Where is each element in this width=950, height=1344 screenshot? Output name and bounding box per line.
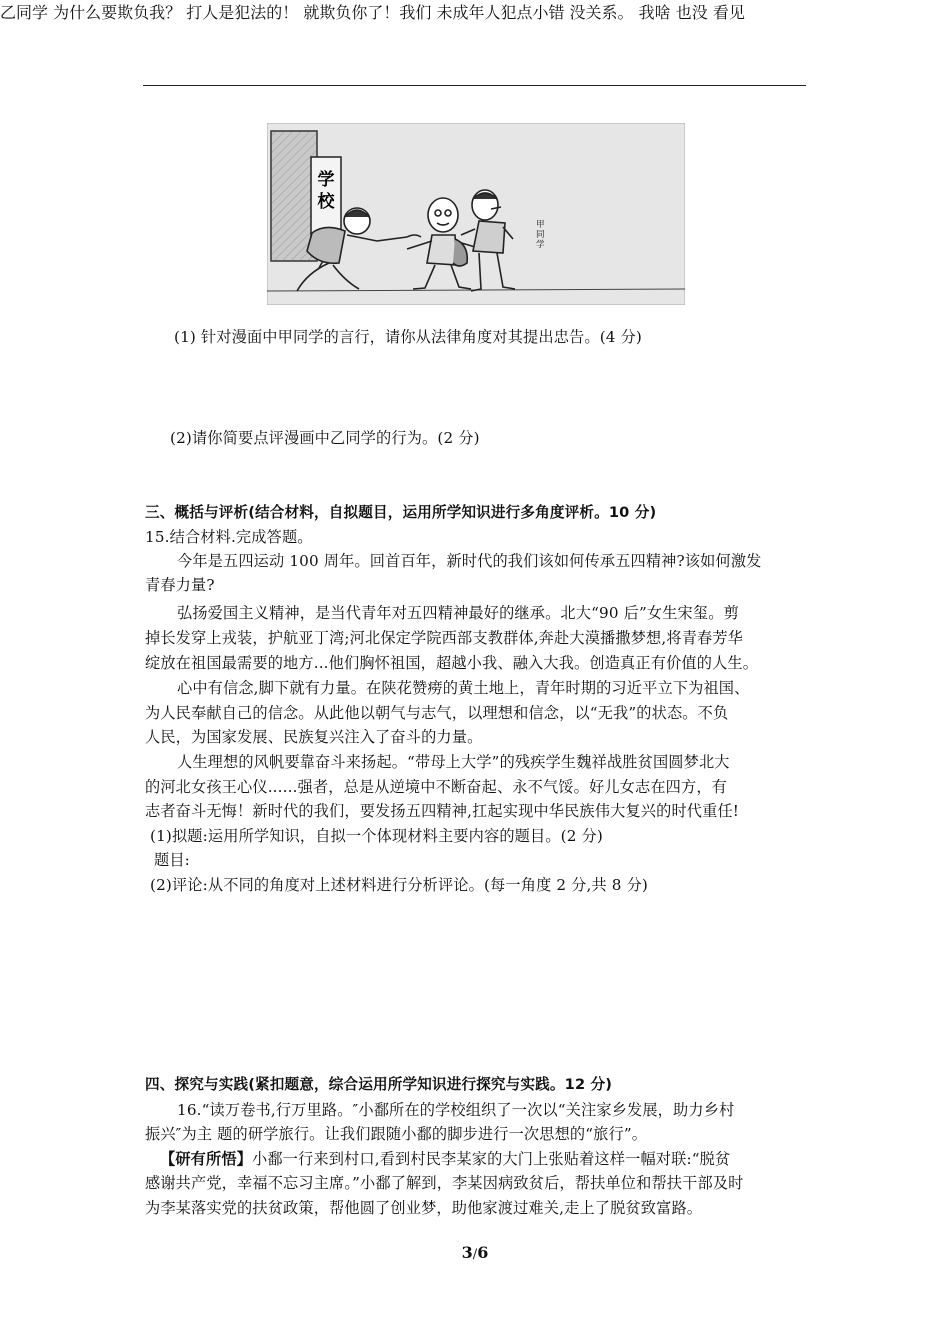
q15-para-line: 志者奋斗无悔！新时代的我们，要发扬五四精神,扛起实现中华民族伟大复兴的时代重任! [145, 802, 740, 820]
q15-para-line: 心中有信念,脚下就有力量。在陕花赞痨的黄土地上，青年时期的习近平立下为祖国、 [177, 679, 750, 697]
svg-text:同: 同 [536, 230, 545, 240]
q15-para-line: 绽放在祖国最需要的地方...他们胸怀祖国，超越小我、融入大我。创造真正有价值的人生。 [145, 654, 759, 672]
q16-line: 振兴″为主 题的研学旅行。让我们跟随小鄱的脚步进行一次思想的“旅行”。 [145, 1125, 648, 1143]
q15-title: 15.结合材料.完成答题。 [145, 528, 313, 546]
speech-bubble-jia: 就欺负你了！我们 未成年人犯点小错 没关系。 [303, 3, 634, 22]
q15-title-label: 题目: [154, 851, 190, 869]
q16-para-first-line [160, 1149, 730, 1169]
section3-heading: 三、概括与评析(结合材料，自拟题目，运用所学知识进行多角度评析。10 分) [145, 504, 657, 521]
q16-line: 16.“读万卷书,行万里路。″小鄱所在的学校组织了一次以“关注家乡发展，助力乡村 [177, 1101, 735, 1119]
q15-para-line: 今年是五四运动 100 周年。回首百年，新时代的我们该如何传承五四精神?该如何激发 [177, 552, 762, 570]
sand-pile [0, 3, 762, 1262]
page-number [0, 1243, 950, 1262]
svg-text:学: 学 [536, 240, 545, 250]
q15-para-line: 弘扬爱国主义精神，是当代青年对五四精神最好的继承。北大“90 后”女生宋玺。剪 [177, 604, 739, 622]
cartoon-illustration [267, 123, 685, 305]
q14-part1: (1) 针对漫面中甲同学的言行，请你从法律角度对其提出忠告。(4 分) [174, 328, 642, 346]
q15-para-line: 青春力量? [145, 576, 215, 594]
page-sep: / [472, 1247, 478, 1262]
q15-para-line: 为人民奉献自己的信念。从此他以朝气与志气，以理想和信念，以“无我”的状态。不负 [145, 704, 729, 722]
speech-bubble-victim: 为什么要欺负我？ 打人是犯法的！ [53, 3, 299, 22]
research-insight-label: 【研有所悟】 [160, 1150, 253, 1168]
q15-para-line: 人民，为国家发展、民族复兴注入了奋斗的力量。 [145, 728, 483, 746]
speech-bubble-yi: 我啥 也没 看见 [638, 3, 745, 22]
q15-sub1: (1)拟题:运用所学知识，自拟一个体现材料主要内容的题目。(2 分) [150, 827, 603, 845]
header-rule [143, 85, 806, 86]
label-yi: 乙同学 [0, 3, 49, 22]
page-total: 6 [477, 1243, 489, 1262]
q16-para-line: 感谢共产党，幸福不忘习主席。”小鄱了解到，李某因病致贫后，帮扶单位和帮扶干部及时 [145, 1174, 744, 1192]
svg-text:校: 校 [317, 192, 335, 212]
school-sign-text: 学 [317, 170, 335, 190]
q15-sub2: (2)评论:从不同的角度对上述材料进行分析评论。(每一角度 2 分,共 8 分) [150, 876, 649, 894]
q15-para-line: 的河北女孩王心仪......强者，总是从逆境中不断奋起、永不气馁。好儿女志在四方，有 [145, 778, 728, 796]
q15-para-line: 掉长发穿上戎装，护航亚丁湾;河北保定学院西部支教群体,奔赴大漠播撒梦想,将青春芳华 [145, 629, 744, 647]
q16-para-line: 为李某落实党的扶贫政策，帮他圆了创业梦，助他家渡过难关,走上了脱贫致富路。 [145, 1199, 703, 1217]
q16-para-text: 小鄱一行来到村口,看到村民李某家的大门上张贴着这样一幅对联:“脱贫 [252, 1150, 731, 1168]
q15-para-line: 人生理想的风帆要靠奋斗来扬起。“带母上大学”的残疾学生魏祥战胜贫国圆梦北大 [177, 753, 730, 771]
q14-part2: (2)请你简要点评漫画中乙同学的行为。(2 分) [170, 429, 480, 447]
page-current: 3 [461, 1243, 473, 1262]
label-jia: 甲 [536, 220, 545, 230]
section4-heading: 四、探究与实践(紧扣题意，综合运用所学知识进行探究与实践。12 分) [145, 1076, 613, 1093]
